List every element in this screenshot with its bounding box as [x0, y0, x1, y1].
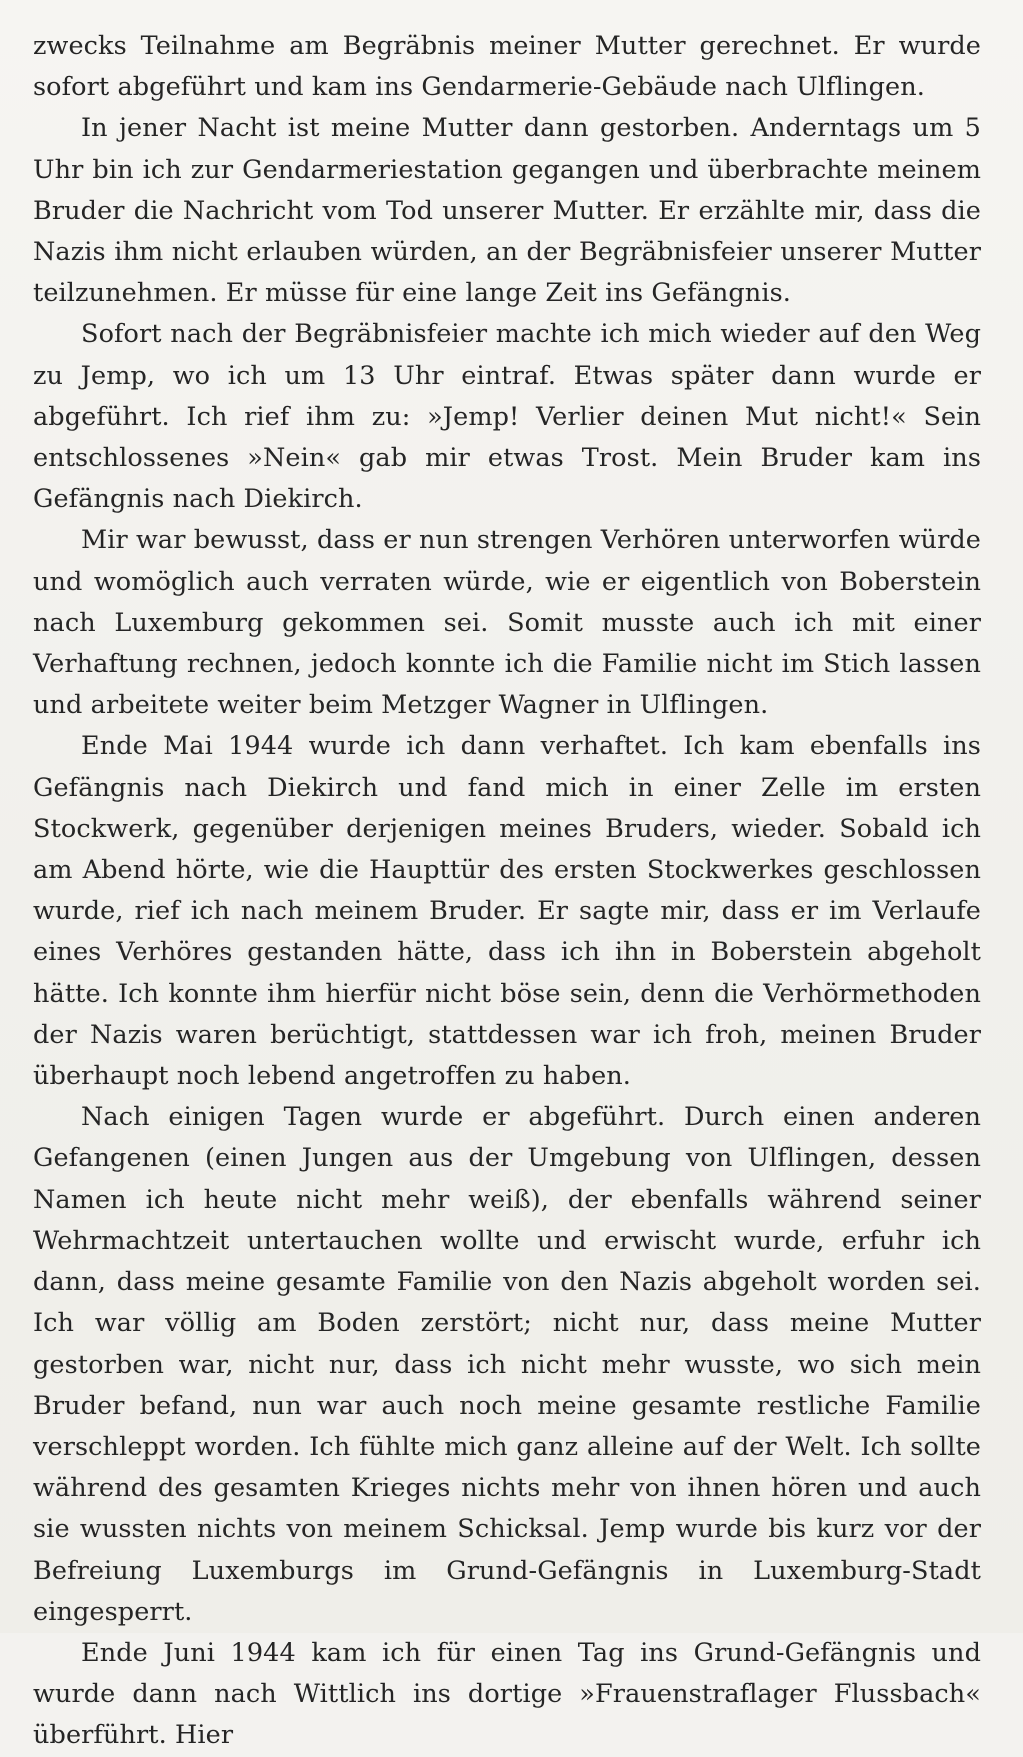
paragraph-7: Ende Juni 1944 kam ich für einen Tag ins Grund-Gefängnis und wurde dann nach Wittlich ins dortige »Frauenstraflager Flussbach« überführt. Hier	[33, 1637, 981, 1751]
paragraph-6: Nach einigen Tagen wurde er abgeführt. Durch einen anderen Gefangenen (einen Jungen aus der Umgebung von Ulflingen, dessen Namen ich heute nicht mehr weiß), der ebenfalls während seiner Wehrmachtzeit untertauchen wollte und erwischt wurde, erfuhr ich dann, dass meine gesamte Familie von den Nazis abgeholt worden sei. Ich war völlig am Boden zerstört; nicht nur, dass meine Mutter gestorben war, nicht nur, dass ich nicht mehr wusste, wo sich mein Bruder befand, nun war auch noch meine gesamte restliche Familie verschleppt worden. Ich fühlte mich ganz alleine auf der Welt. Ich sollte während des gesamten Krieges nichts mehr von ihnen hören und auch sie wussten nichts von meinem Schicksal. Jemp wurde bis kurz vor der Befreiung Luxemburgs im Grund-Gefängnis in Luxemburg-Stadt eingesperrt.	[33, 1102, 981, 1627]
paragraph-3: Sofort nach der Begräbnisfeier machte ich mich wieder auf den Weg zu Jemp, wo ich um 13 Uhr eintraf. Etwas später dann wurde er abgeführt. Ich rief ihm zu: »Jemp! Verlier deinen Mut nicht!« Sein entschlossenes »Nein« gab mir etwas Trost. Mein Bruder kam ins Gefängnis nach Diekirch.	[33, 319, 981, 515]
paragraph-4: Mir war bewusst, dass er nun strengen Verhören unterworfen würde und womöglich auch verraten würde, wie er eigentlich von Boberstein nach Luxemburg gekommen sei. Somit musste auch ich mit einer Verhaftung rechnen, jedoch konnte ich die Familie nicht im Stich lassen und arbeitete weiter beim Metzger Wagner in Ulflingen.	[33, 525, 981, 721]
paragraph-2: In jener Nacht ist meine Mutter dann gestorben. Anderntags um 5 Uhr bin ich zur Gendarmeriestation gegangen und überbrachte meinem Bruder die Nachricht vom Tod unserer Mutter. Er erzählte mir, dass die Nazis ihm nicht erlauben würden, an der Begräbnisfeier unserer Mutter teilzunehmen. Er müsse für eine lange Zeit ins Gefängnis.	[33, 113, 981, 309]
body-text	[33, 26, 981, 1757]
paragraph-1: zwecks Teilnahme am Begräbnis meiner Mutter gerechnet. Er wurde sofort abgeführt und kam ins Gendarmerie-Gebäude nach Ulflingen.	[33, 31, 981, 103]
paragraph-5: Ende Mai 1944 wurde ich dann verhaftet. Ich kam ebenfalls ins Gefängnis nach Diekirch und fand mich in einer Zelle im ersten Stockwerk, gegenüber derjenigen meines Bruders, wieder. Sobald ich am Abend hörte, wie die Haupttür des ersten Stockwerkes geschlossen wurde, rief ich nach meinem Bruder. Er sagte mir, dass er im Verlaufe eines Verhöres gestanden hätte, dass ich ihn in Boberstein abgeholt hätte. Ich konnte ihm hierfür nicht böse sein, denn die Verhörmethoden der Nazis waren berüchtigt, stattdessen war ich froh, meinen Bruder überhaupt noch lebend angetroffen zu haben.	[33, 731, 981, 1092]
